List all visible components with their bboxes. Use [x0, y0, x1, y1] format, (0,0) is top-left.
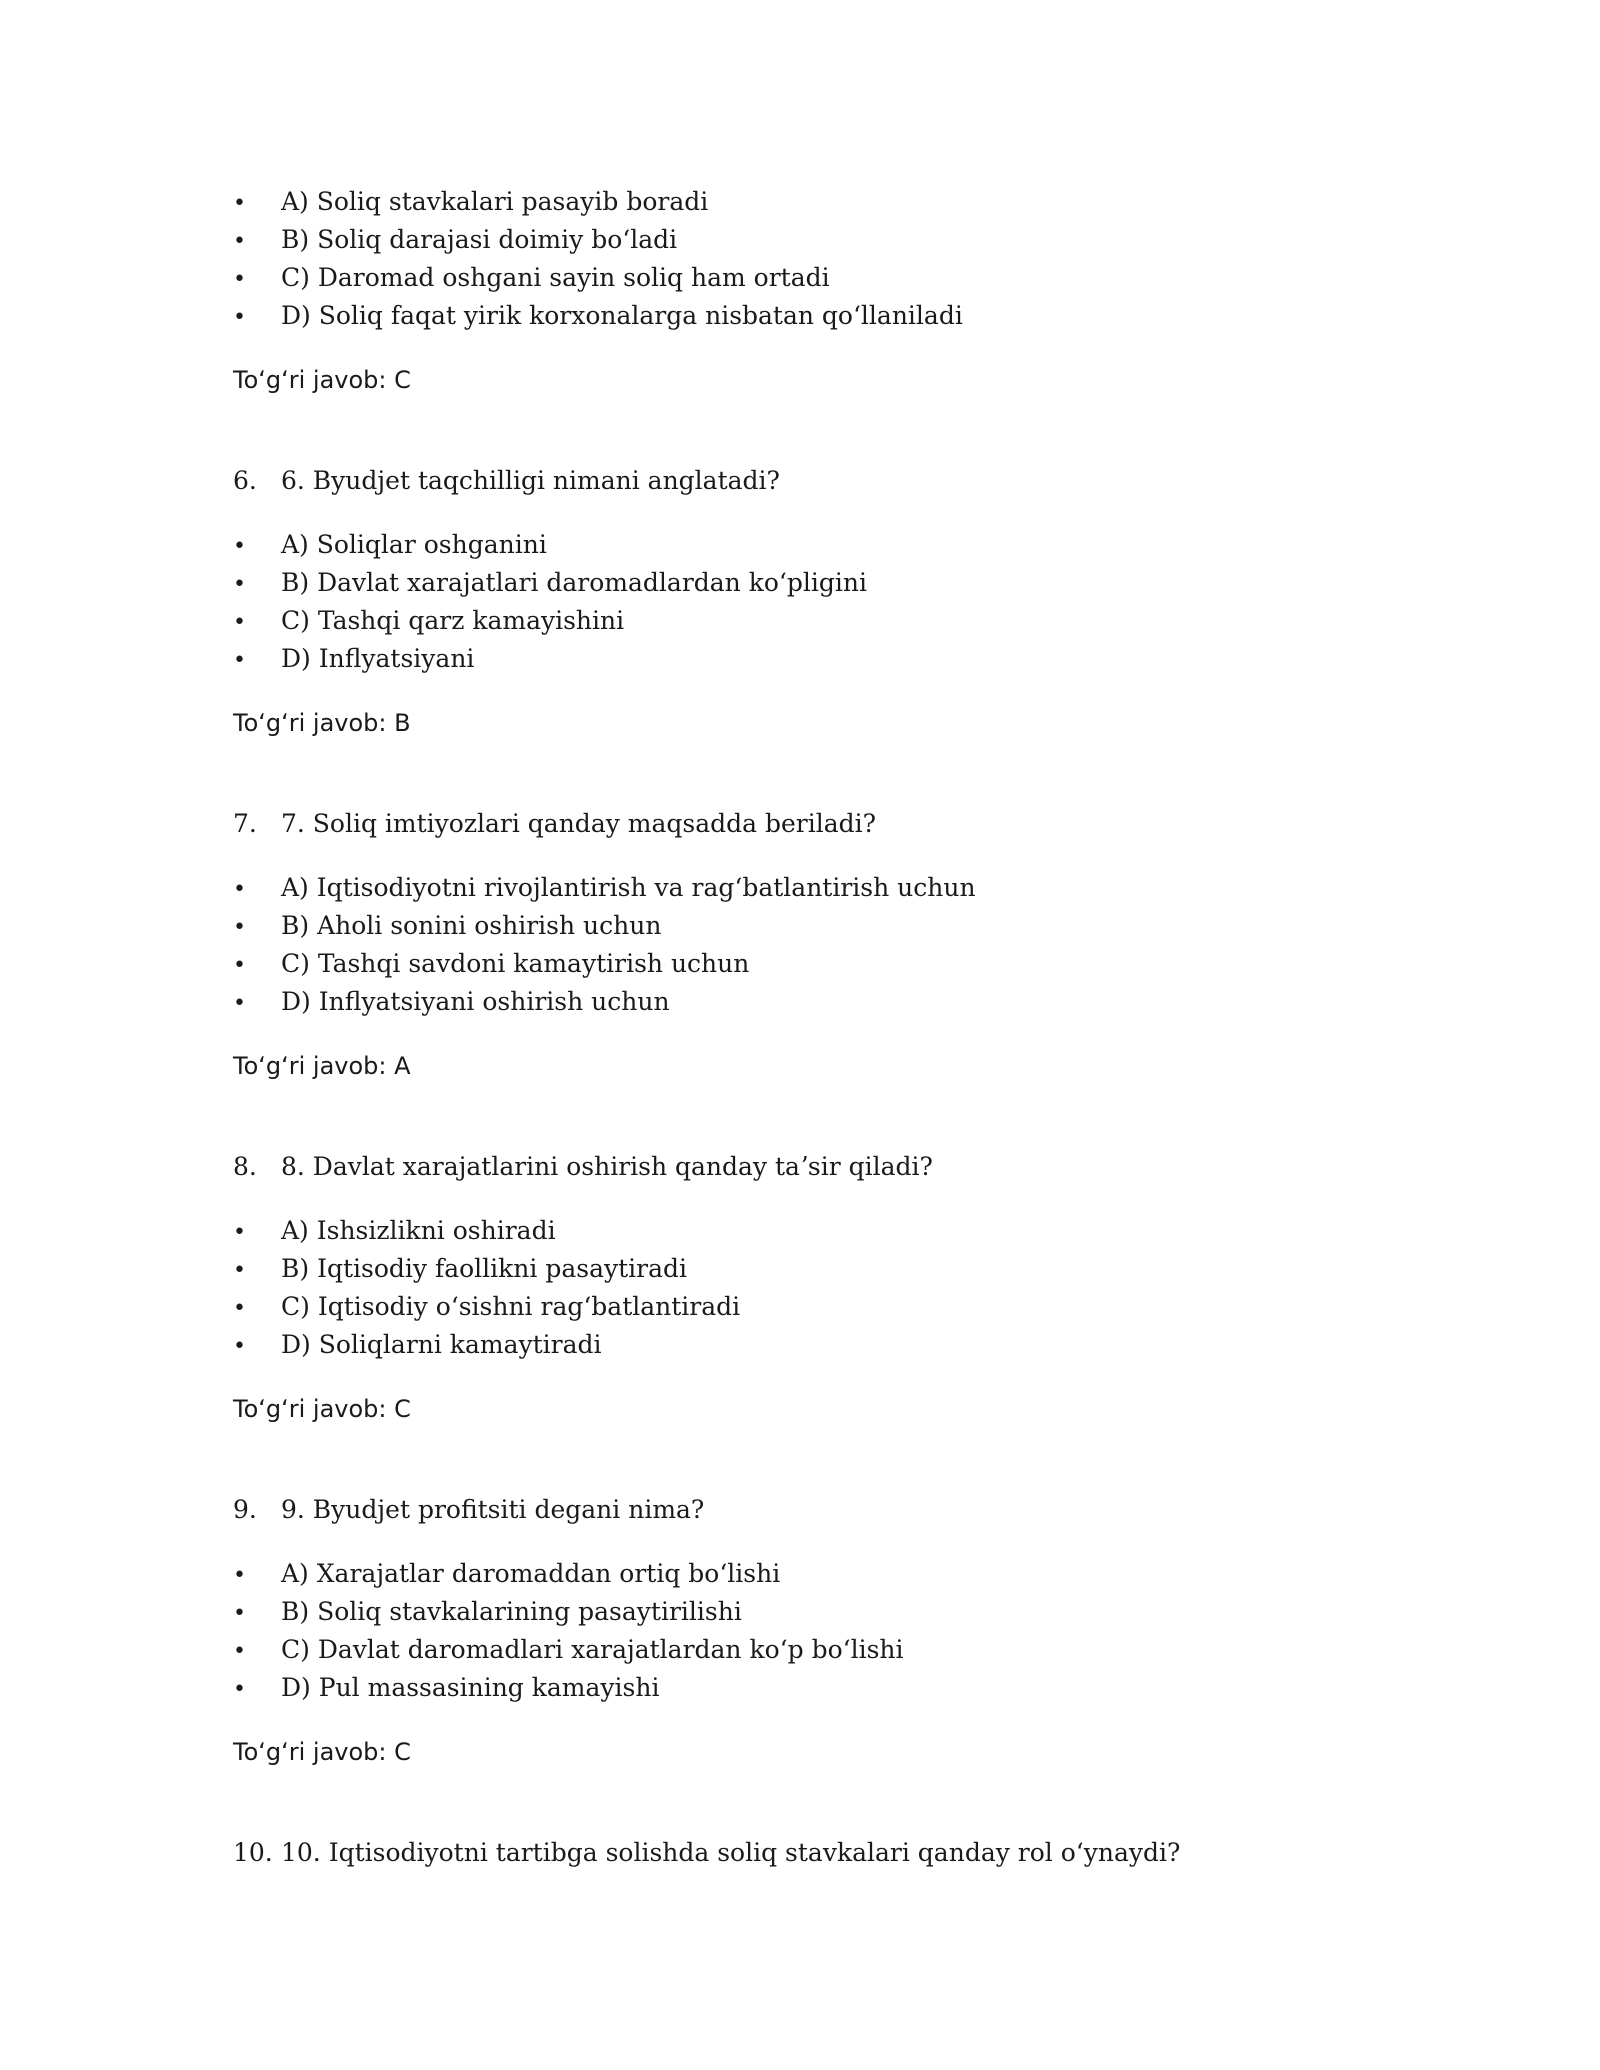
bullet: •: [233, 1563, 246, 1588]
bullet: •: [233, 1334, 246, 1359]
bullet: •: [233, 191, 246, 216]
q6-answer: Toʻgʻri javob: B: [233, 709, 411, 737]
q5-option-c: [233, 263, 830, 295]
option-text: C) Davlat daromadlari xarajatlardan koʻp boʻlishi: [281, 1635, 904, 1664]
bullet: •: [233, 267, 246, 292]
bullet: •: [233, 1601, 246, 1626]
option-text: C) Daromad oshgani sayin soliq ham ortadi: [281, 263, 830, 292]
option-text: A) Iqtisodiyotni rivojlantirish va ragʻbatlantirish uchun: [281, 873, 976, 902]
option-text: A) Ishsizlikni oshiradi: [281, 1216, 556, 1245]
question-number: 6.: [233, 466, 257, 495]
q9-option-d: [233, 1673, 659, 1705]
question-number: 7.: [233, 809, 257, 838]
q8-option-b: [233, 1254, 687, 1286]
question-text: 8. Davlat xarajatlarini oshirish qanday taʼsir qiladi?: [281, 1152, 933, 1181]
q5-answer: Toʻgʻri javob: C: [233, 366, 411, 394]
option-text: A) Soliq stavkalari pasayib boradi: [281, 187, 709, 216]
option-text: B) Davlat xarajatlari daromadlardan koʻpligini: [281, 568, 867, 597]
q6-option-c: [233, 606, 624, 638]
q7-option-c: [233, 949, 749, 981]
bullet: •: [233, 534, 246, 559]
q7-heading: [233, 809, 876, 839]
question-number: 10.: [233, 1838, 273, 1867]
question-text: 9. Byudjet profitsiti degani nima?: [281, 1495, 705, 1524]
bullet: •: [233, 877, 246, 902]
bullet: •: [233, 229, 246, 254]
bullet: •: [233, 1639, 246, 1664]
option-text: D) Pul massasining kamayishi: [281, 1673, 660, 1702]
q9-option-c: [233, 1635, 904, 1667]
option-text: B) Soliq darajasi doimiy boʻladi: [281, 225, 678, 254]
option-text: B) Iqtisodiy faollikni pasaytiradi: [281, 1254, 687, 1283]
option-text: D) Inflyatsiyani: [281, 644, 475, 673]
q8-option-c: [233, 1292, 740, 1324]
option-text: C) Tashqi savdoni kamaytirish uchun: [281, 949, 750, 978]
q5-option-d: [233, 301, 963, 333]
question-number: 8.: [233, 1152, 257, 1181]
option-text: A) Xarajatlar daromaddan ortiq boʻlishi: [281, 1559, 781, 1588]
bullet: •: [233, 572, 246, 597]
option-text: D) Soliqlarni kamaytiradi: [281, 1330, 602, 1359]
q5-option-b: [233, 225, 677, 257]
question-text: 10. Iqtisodiyotni tartibga solishda soliq stavkalari qanday rol oʻynaydi?: [281, 1838, 1181, 1867]
q9-option-b: [233, 1597, 742, 1629]
q8-option-a: [233, 1216, 556, 1248]
q8-option-d: [233, 1330, 602, 1362]
bullet: •: [233, 1258, 246, 1283]
q8-answer: Toʻgʻri javob: C: [233, 1395, 411, 1423]
q9-heading: [233, 1495, 704, 1525]
bullet: •: [233, 1677, 246, 1702]
q6-option-d: [233, 644, 474, 676]
option-text: C) Iqtisodiy oʻsishni ragʻbatlantiradi: [281, 1292, 741, 1321]
q6-option-b: [233, 568, 867, 600]
bullet: •: [233, 915, 246, 940]
option-text: D) Inflyatsiyani oshirish uchun: [281, 987, 670, 1016]
question-text: 6. Byudjet taqchilligi nimani anglatadi?: [281, 466, 780, 495]
option-text: A) Soliqlar oshganini: [281, 530, 547, 559]
q9-option-a: [233, 1559, 780, 1591]
bullet: •: [233, 953, 246, 978]
question-text: 7. Soliq imtiyozlari qanday maqsadda beriladi?: [281, 809, 877, 838]
q7-option-a: [233, 873, 976, 905]
q10-heading: [233, 1838, 1180, 1868]
bullet: •: [233, 991, 246, 1016]
question-number: 9.: [233, 1495, 257, 1524]
q7-option-b: [233, 911, 661, 943]
option-text: B) Aholi sonini oshirish uchun: [281, 911, 662, 940]
q7-option-d: [233, 987, 670, 1019]
q6-option-a: [233, 530, 547, 562]
option-text: C) Tashqi qarz kamayishini: [281, 606, 625, 635]
q9-answer: Toʻgʻri javob: C: [233, 1738, 411, 1766]
bullet: •: [233, 648, 246, 673]
bullet: •: [233, 305, 246, 330]
bullet: •: [233, 1220, 246, 1245]
q7-answer: Toʻgʻri javob: A: [233, 1052, 411, 1080]
bullet: •: [233, 1296, 246, 1321]
q5-option-a: [233, 187, 708, 219]
bullet: •: [233, 610, 246, 635]
q8-heading: [233, 1152, 933, 1182]
q6-heading: [233, 466, 780, 496]
option-text: D) Soliq faqat yirik korxonalarga nisbatan qoʻllaniladi: [281, 301, 963, 330]
option-text: B) Soliq stavkalarining pasaytirilishi: [281, 1597, 742, 1626]
